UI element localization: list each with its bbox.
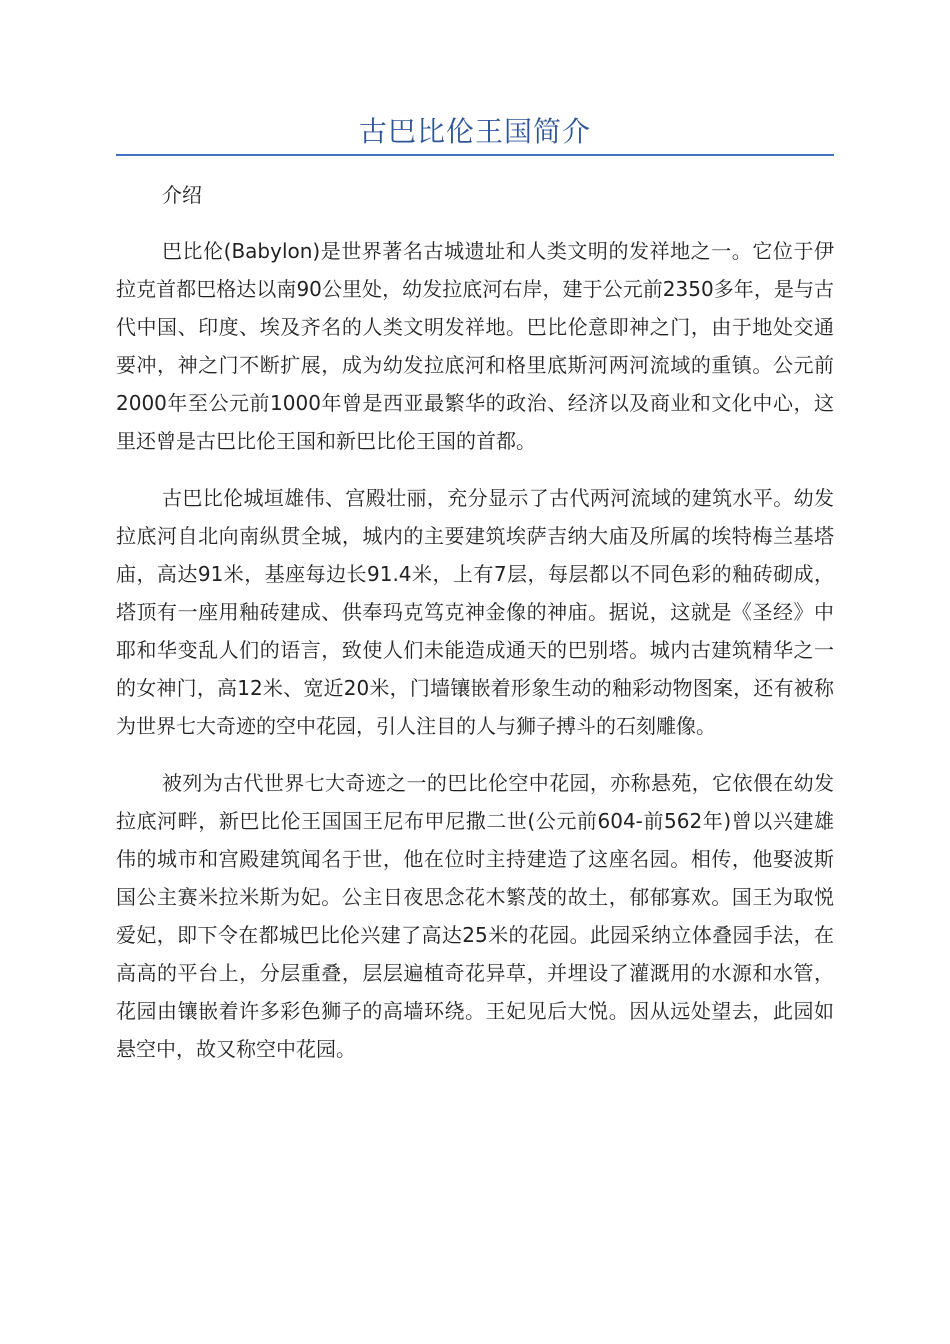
paragraph-babylon-intro: 巴比伦(Babylon)是世界著名古城遗址和人类文明的发祥地之一。它位于伊拉克首都巴格达以南90公里处，幼发拉底河右岸，建于公元前2350多年，是与古代中国、印度、埃及齐名的人类文明发祥地。巴比伦意即神之门，由于地处交通要冲，神之门不断扩展，成为幼发拉底河和格里底斯河两河流域的重镇。公元前2000年至公元前1000年曾是西亚最繁华的政治、经济以及商业和文化中心，这里还曾是古巴比伦王国和新巴比伦王国的首都。 bbox=[116, 239, 834, 453]
section-heading: 介绍 bbox=[162, 183, 202, 207]
document-title: 古巴比伦王国简介 bbox=[358, 115, 591, 148]
paragraph-hanging-gardens: 被列为古代世界七大奇迹之一的巴比伦空中花园，亦称悬苑，它依偎在幼发拉底河畔，新巴比伦王国国王尼布甲尼撒二世(公元前604-前562年)曾以兴建雄伟的城市和宫殿建筑闻名于世，他在位时主持建造了这座名园。相传，他娶波斯国公主赛米拉米斯为妃。公主日夜思念花木繁茂的故土，郁郁寡欢。国王为取悦爱妃，即下令在都城巴比伦兴建了高达25米的花园。此园采纳立体叠园手法，在高高的平台上，分层重叠，层层遍植奇花异草，并埋设了灌溉用的水源和水管，花园由镶嵌着许多彩色狮子的高墙环绕。王妃见后大悦。因从远处望去，此园如悬空中，故又称空中花园。 bbox=[116, 771, 834, 1061]
title-underline bbox=[116, 154, 834, 156]
paragraph-city-architecture: 古巴比伦城垣雄伟、宫殿壮丽，充分显示了古代两河流域的建筑水平。幼发拉底河自北向南纵贯全城，城内的主要建筑埃萨吉纳大庙及所属的埃特梅兰基塔庙，高达91米，基座每边长91.4米，上有7层，每层都以不同色彩的釉砖砌成，塔顶有一座用釉砖建成、供奉玛克笃克神金像的神庙。据说，这就是《圣经》中耶和华变乱人们的语言，致使人们未能造成通天的巴别塔。城内古建筑精华之一的女神门，高12米、宽近20米，门墙镶嵌着形象生动的釉彩动物图案，还有被称为世界七大奇迹的空中花园，引人注目的人与狮子搏斗的石刻雕像。 bbox=[116, 486, 834, 738]
document-body bbox=[116, 176, 834, 1087]
